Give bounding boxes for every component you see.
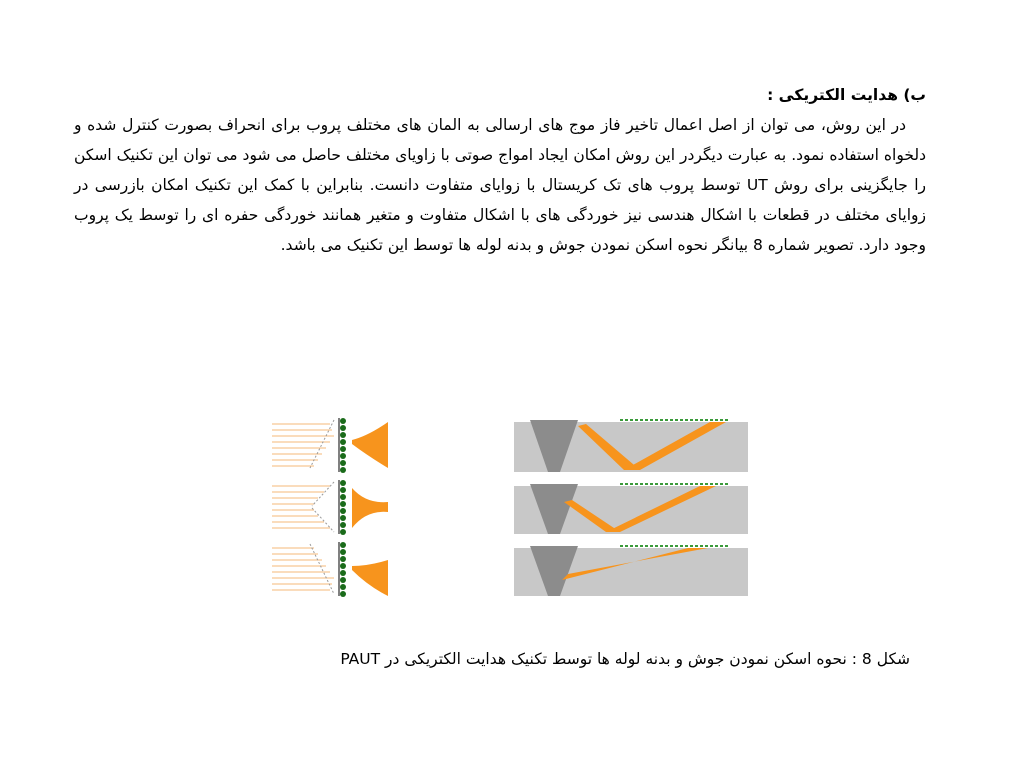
array-elements (340, 418, 346, 473)
delay-law-diagram-middle (272, 480, 388, 535)
beam-steering-illustration (268, 410, 752, 606)
focused-beam (352, 488, 388, 528)
delay-law-diagram-bottom (272, 542, 388, 597)
steered-beam (352, 422, 388, 468)
delay-lines (272, 420, 334, 468)
body-text (74, 80, 926, 260)
figure-8 (268, 410, 752, 606)
delay-lines (272, 482, 334, 532)
section-paragraph: در این روش، می توان از اصل اعمال تاخیر فاز موج های ارسالی به المان های مختلف پروب برای انحراف بصورت کنترل شده و دلخواه استفاده نمود. به عبارت دیگردر این روش امکان ایجاد امواج صوتی با زاویای مختلف حاصل می شود می توان این تکنیک اسکن را جایگزینی برای روش UT توسط پروب های تک کریستال با زوایای متفاوت دانست. بنابراین با کمک این تکنیک امکان بازرسی در زوایای مختلف در قطعات با اشکال هندسی نیز خوردگی های با اشکال متفاوت و متغیر همانند خوردگی حفره ای را توسط یک پروب وجود دارد. تصویر شماره 8 بیانگر نحوه اسکن نمودن جوش و بدنه لوله ها توسط این تکنیک می باشد. (74, 116, 926, 254)
delay-lines (272, 544, 334, 594)
steered-beam (352, 560, 388, 596)
weld-scan-middle (514, 484, 748, 534)
weld-scan-top (514, 420, 748, 472)
weld-scan-bottom (514, 546, 748, 596)
array-elements (340, 480, 346, 535)
figure-caption: شکل 8 : نحوه اسکن نمودن جوش و بدنه لوله ها توسط تکنیک هدایت الکتریکی در PAUT (340, 650, 910, 668)
array-elements (340, 542, 346, 597)
section-heading: ب) هدایت الکتریکی : (767, 86, 926, 104)
delay-law-diagram-top (272, 418, 388, 473)
